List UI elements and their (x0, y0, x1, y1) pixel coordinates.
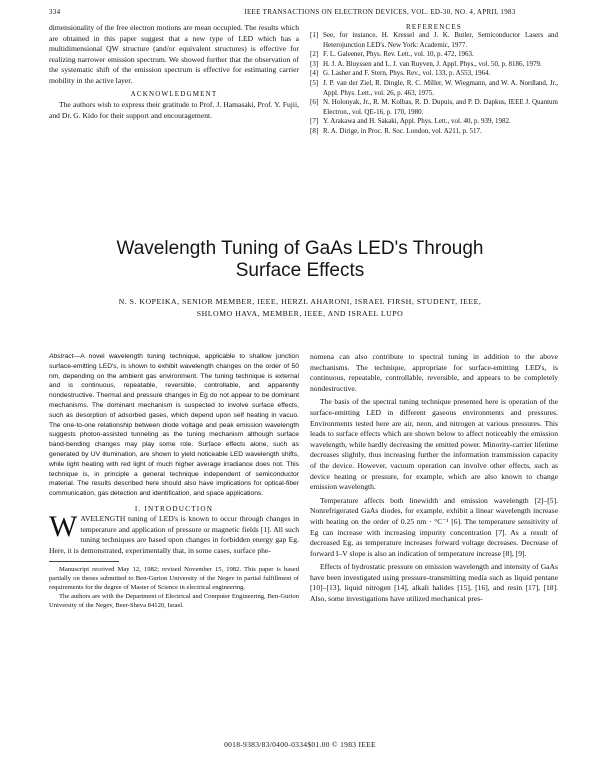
copyright-footer: 0018-9383/83/0400-0334$01.00 © 1983 IEEE (224, 740, 376, 749)
previous-article-paragraph: dimensionality of the free electron motions are mean occupied. The results which are obtained in this paper suggest that a new type of LED which has a multidimensional QW structure (and/or equivalent structures) is effective for realizing narrower emission spectrum. We showed further that the observation of the systematic shift of the emission spectrum is effective for estimating carrier mobility in the active layer. (49, 23, 299, 85)
reference-item (310, 50, 558, 60)
authors-line-1: N. S. KOPEIKA, SENIOR MEMBER, IEEE, HERZL AHARONI, ISRAEL FIRSH, STUDENT, IEEE, (118, 297, 482, 306)
reference-text: Y. Arakawa and H. Sakaki, Appl. Phys. Lett., vol. 40, p. 939, 1982. (323, 117, 511, 126)
reference-text: H. J. A. Bluyssen and L. J. van Ruyven, J. Appl. Phys., vol. 50, p. 8186, 1979. (323, 59, 542, 68)
article-right-column (310, 352, 558, 605)
references-heading: REFERENCES (406, 23, 462, 31)
introduction-body: AVELENGTH tuning of LED's is known to occur through changes in temperature and application of pressure or magnetic fields [1]. All such tuning techniques are based upon changes in forbidden energy gap Eg. Here, it is demonstrated, experimentally that, in some cases, surface phe- (49, 513, 299, 555)
reference-item (310, 79, 558, 98)
acknowledgment-heading: ACKNOWLEDGMENT (130, 89, 218, 98)
reference-number: [8] (310, 126, 319, 135)
reference-item (310, 117, 558, 127)
introduction-text (49, 509, 299, 556)
acknowledgment-text: The authors wish to express their gratitude to Prof. J. Hamasaki, Prof. Y. Fujii, and Dr. G. Kido for their support and encouragement. (49, 100, 299, 120)
reference-number: [1] (310, 31, 319, 39)
abstract (49, 352, 299, 499)
author-list (60, 296, 540, 320)
reference-number: [5] (310, 78, 319, 87)
drop-cap: W (49, 509, 78, 543)
footnote-manuscript: Manuscript received May 12, 1982; revised November 15, 1982. This paper is based partially on theses submitted to Ben-Gurion University of the Negev in partial fulfillment of requirements for the degree of Master of Science in electrical engineering. (49, 566, 299, 592)
reference-text: See, for instance, H. Kressel and J. K. Butler, Semiconductor Lasers and Heterojunction LED's. New York: Academic, 1977. (323, 31, 558, 49)
reference-item (310, 31, 558, 50)
article-title-line-2: Surface Effects (235, 260, 365, 281)
right-paragraph-2: The basis of the spectral tuning technique presented here is operation of the surface-emitting LED in different gaseous environments and pressures. Environments tested here are air, neon, and nitrogen at various pressures. This leads to surface effects which are shown below to affect noticeably the emission wavelength, while hardly decreasing the emitted power. Minority-carrier lifetime decreases slightly, thus increasing further the information transmission capacity of the device. However, vacuum operation can involve other effects, such as device heating or pressure, for example, which are also known to change emission wavelength. (310, 397, 558, 492)
reference-item (310, 98, 558, 117)
introduction-heading: I. INTRODUCTION (134, 504, 214, 513)
article-title-line-1: Wavelength Tuning of GaAs LED's Through (116, 238, 484, 259)
right-paragraph-3: Temperature affects both linewidth and emission wavelength [2]–[5]. Nonrefrigerated GaAs diodes, for example, exhibit a linear wavelength increase with heating on the order of 0.25 nm · °C⁻¹ [6]. The temperature sensitivity of Eg can increase with increasing impurity concentration [7]. As a result of decreased Eg, as temperature increases forward voltage decreases. Decrease of forward I–V slope is also an indication of temperature increase [8], [9]. (310, 495, 558, 558)
reference-item (310, 127, 558, 137)
reference-number: [2] (310, 50, 319, 59)
reference-text: F. L. Galeener, Phys. Rev. Lett., vol. 10, p. 472, 1963. (323, 50, 474, 59)
previous-article-column (49, 23, 299, 121)
abstract-text: —A novel wavelength tuning technique, applicable to shallow junction surface-emitting LED's, is shown to exhibit wavelength changes on the order of 50 nm, depending on the ambient gas environment. The tuning technique is external and is continuous, repeatable, reversible, controllable, and apparently nondestructive. Thermal and pressure changes in Eg do not appear to be dominant mechanisms. The dominant mechanism is suspected to involve surface effects, such as desorption of adsorbed gases, which depend upon self heating in vacuo. The one-to-one relationship between diode voltage and peak emission wavelength suggests photon-assisted tunneling as the tuning mechanism although surface band-bending changes may play some role. Surface effects alone, such as generated by UV illumination, are shown to yield noticeable LED wavelength shifts, while light heating with red light of much higher average irradiance does not. This technique is, in principle a general technique independent of semiconductor material. The results described here should also have implications for optical-fiber communication, gas detection and identification, and space applications. (49, 353, 299, 498)
journal-header: IEEE TRANSACTIONS ON ELECTRON DEVICES, VOL. ED-30, NO. 4, APRIL 1983 (244, 8, 516, 16)
references-column (310, 23, 558, 137)
reference-text: G. Lasher and F. Stern, Phys. Rev., vol. 133, p. A553, 1964. (323, 69, 491, 78)
reference-text: J. P. van der Ziel, R. Dingle, R. C. Miller, W. Wiegmann, and W. A. Nordland, Jr., Appl. Phys. Lett., vol. 26, p. 463, 1975. (323, 78, 558, 97)
article-title (40, 238, 560, 282)
right-paragraph-1: nomena can also contribute to spectral tuning in addition to the above mechanisms. The technique, appropriate for surface-emitting LED's, is continuous, repeatable, controllable, reversible, and appears to be completely nondestructive. (310, 352, 558, 393)
reference-number: [3] (310, 59, 319, 68)
article-left-column (49, 352, 299, 610)
right-paragraph-4: Effects of hydrostatic pressure on emission wavelength and intensity of GaAs have been investigated using pressure-transmitting media such as liquid pentane [10]–[13], liquid nitrogen [14], alkali halides [15], [16], and resin [17], [18]. Also, some investigations have utilized mechanical pres- (310, 562, 558, 604)
footnote-affiliation: The authors are with the Department of Electrical and Computer Engineering, Ben-Gurion University of the Negev, Beer-Sheva 84120, Israel. (49, 593, 299, 610)
reference-number: [7] (310, 117, 319, 126)
reference-item (310, 69, 558, 79)
reference-text: R. A. Dirige, in Proc. R. Soc. London, vol. A211, p. 517. (323, 126, 482, 135)
abstract-label: Abstract (49, 353, 74, 360)
reference-text: N. Holonyak, Jr., R. M. Kolbas, R. D. Dupuis, and P. D. Dapkus, IEEE J. Quantum Electron., vol. QE-16, p. 170, 1980. (323, 98, 558, 116)
reference-list (310, 31, 558, 137)
footnote-divider (49, 561, 119, 562)
reference-item (310, 60, 558, 70)
page-number: 334 (49, 8, 61, 16)
authors-line-2: SHLOMO HAVA, MEMBER, IEEE, AND ISRAEL LUPO (196, 309, 404, 318)
reference-number: [6] (310, 98, 319, 107)
reference-number: [4] (310, 69, 319, 78)
